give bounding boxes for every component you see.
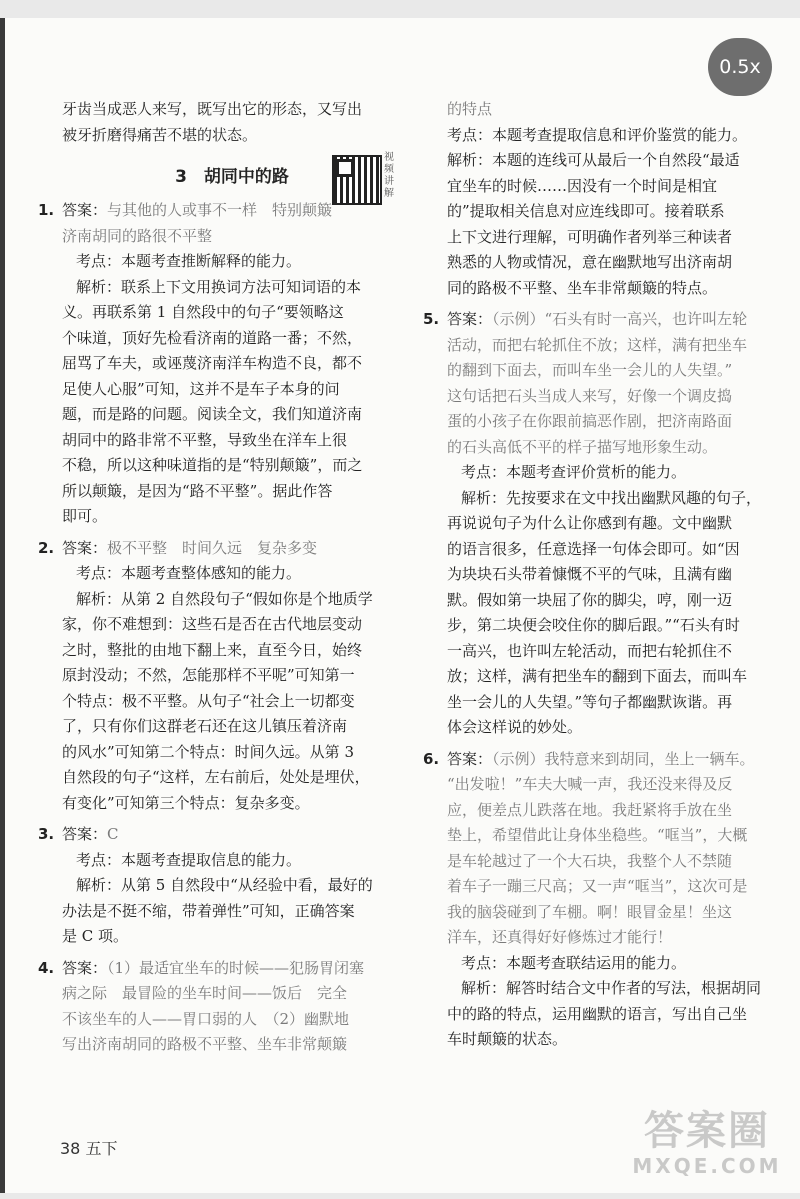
analysis-line: 解析：从第 2 自然段句子“假如你是个地质学 xyxy=(76,589,373,608)
analysis-line: 题，而是路的问题。阅读全文，我们知道济南 xyxy=(62,405,363,423)
question-number: 1. xyxy=(38,201,55,219)
analysis-line: 再说说句子为什么让你感到有趣。文中幽默 xyxy=(447,514,733,532)
analysis-line: 所以颠簸，是因为“路不平整”。据此作答 xyxy=(62,481,333,500)
answer-text: 着车子一蹦三尺高；又一声“哐当”，这次可是 xyxy=(447,877,748,895)
question-item xyxy=(423,307,782,741)
point-line: 考点：本题考查整体感知的能力。 xyxy=(76,564,302,582)
answer-text: 应，便差点儿跌落在地。我赶紧将手放在坐 xyxy=(447,800,733,819)
analysis-line: 默。假如第一块屈了你的脚尖，哼，刚一迈 xyxy=(447,590,733,609)
analysis-line: 解析：联系上下文用换词方法可知词语的本 xyxy=(76,277,362,296)
playback-speed-button[interactable]: 0.5x xyxy=(708,38,772,96)
answer-text: 病之际 最冒险的坐车时间——饭后 完全 xyxy=(62,984,348,1002)
analysis-line: 中的路的特点，运用幽默的语言，写出自己坐 xyxy=(447,1004,748,1023)
analysis-line: 个特点：极不平整。从句子“社会上一切都变 xyxy=(62,691,355,710)
analysis-line: 个味道，顶好先检看济南的道路一番；不然， xyxy=(62,328,363,347)
answer-text: （示例）我特意来到胡同，坐上一辆车。 xyxy=(492,749,755,768)
answer-text: C xyxy=(107,825,119,843)
question-item xyxy=(423,747,782,1053)
answer-text: 垫上，希望借此让身体坐稳些。“哐当”，大概 xyxy=(447,826,748,844)
analysis-line: 自然段的句子“这样，左右前后，处处是埋伏， xyxy=(62,768,370,786)
analysis-line: 有变化”可知第三个特点：复杂多变。 xyxy=(62,793,310,812)
answer-line xyxy=(447,874,782,900)
analysis-line: 解析：本题的连线可从最后一个自然段“最适 xyxy=(447,151,740,169)
question-item xyxy=(38,822,402,950)
analysis-line: 不稳，所以这种味道指的是“特别颠簸”，而之 xyxy=(62,456,363,474)
answer-line xyxy=(447,358,782,384)
answer-label: 答案： xyxy=(62,201,108,219)
answer-text: 济南胡同的路很不平整 xyxy=(62,226,213,245)
continued-analysis xyxy=(447,148,782,301)
analysis-line: 解析：先按要求在文中找出幽默风趣的句子， xyxy=(461,488,762,507)
analysis-line: 同的路极不平整、坐车非常颠簸的特点。 xyxy=(447,278,718,297)
question-number: 3. xyxy=(38,825,55,843)
answer-line xyxy=(447,747,782,773)
analysis-line: 体会这样说的妙处。 xyxy=(447,718,583,736)
answer-text: “出发啦！”车夫大喊一声，我还没来得及反 xyxy=(447,775,733,793)
analysis-line: 步，第二块便会咬住你的脚后跟。”“石头有时 xyxy=(447,616,740,634)
watermark-line-1: 答案圈 xyxy=(644,1108,770,1154)
section-title: 3 胡同中的路 xyxy=(175,167,289,187)
analysis-line: 的风水”可知第二个特点：时间久远。从第 3 xyxy=(62,742,354,761)
answer-line xyxy=(447,435,782,461)
answer-line xyxy=(447,798,782,824)
answer-text: 蛋的小孩子在你跟前搞恶作剧，把济南路面 xyxy=(447,412,733,430)
question-item xyxy=(38,198,402,530)
answer-text: 不该坐车的人——胃口弱的人 （2）幽默地 xyxy=(62,1009,350,1028)
analysis-line: 车时颠簸的状态。 xyxy=(447,1030,568,1048)
answer-label: 答案： xyxy=(62,825,108,843)
answer-text: 活动，而把右轮抓住不放；这样，满有把坐车 xyxy=(447,335,748,354)
answer-text: （1）最适宜坐车的时候——犯肠胃闭塞 xyxy=(107,958,365,977)
answer-line xyxy=(447,849,782,875)
answer-line xyxy=(62,1007,402,1033)
answer-text: 的翻到下面去，而叫车坐一会儿的人失望。” xyxy=(447,361,733,379)
answer-text: 是车轮越过了一个大石块，我整个人不禁随 xyxy=(447,851,733,870)
point-line: 考点：本题考查评价赏析的能力。 xyxy=(461,463,687,481)
analysis-line: 原封没动；不然，怎能那样不平呢”可知第一 xyxy=(62,666,355,684)
answer-line xyxy=(447,823,782,849)
point-line: 考点：本题考查联结运用的能力。 xyxy=(461,953,687,972)
answer-text: 的石头高低不平的样子描写地形象生动。 xyxy=(447,437,718,456)
answer-line xyxy=(62,1032,402,1058)
analysis-line: 胡同中的路非常不平整，导致坐在洋车上很 xyxy=(62,430,348,449)
answer-text: 洋车，还真得好好修炼过才能行！ xyxy=(447,928,673,946)
intro-line-2: 被牙折磨得痛苦不堪的状态。 xyxy=(62,125,258,144)
answer-text: 写出济南胡同的路极不平整、坐车非常颠簸 xyxy=(62,1035,348,1053)
analysis-line: 解析：解答时结合文中作者的写法，根据胡同 xyxy=(461,979,762,997)
answer-line xyxy=(447,333,782,359)
answer-line xyxy=(447,384,782,410)
answer-line xyxy=(62,224,402,250)
left-items xyxy=(38,198,402,1058)
answer-line xyxy=(447,307,782,333)
grade-label: 五下 xyxy=(85,1139,118,1158)
answer-text: （示例）“石头有时一高兴，也许叫左轮 xyxy=(492,310,748,328)
analysis-line: 一高兴，也许叫左轮活动，而把右轮抓住不 xyxy=(447,641,733,660)
answer-label: 答案： xyxy=(62,538,108,557)
analysis-line: 解析：从第 5 自然段中“从经验中看，最好的 xyxy=(76,876,373,894)
analysis-line: 了，只有你们这群老石还在这儿镇压着济南 xyxy=(62,717,348,735)
analysis-line: 为块块石头带着慷慨不平的气味，且满有幽 xyxy=(447,565,733,583)
point-line: 考点：本题考查提取信息的能力。 xyxy=(76,850,302,869)
analysis-line: 足使人心服”可知，这并不是车子本身的问 xyxy=(62,379,340,398)
page-footer xyxy=(60,1136,117,1159)
answer-line xyxy=(447,409,782,435)
answer-label: 答案： xyxy=(447,749,493,768)
answer-text: 极不平整 时间久远 复杂多变 xyxy=(107,538,318,557)
question-item xyxy=(38,536,402,817)
answer-label: 答案： xyxy=(62,958,108,977)
analysis-line: 上下文进行理解，可明确作者列举三种读者 xyxy=(447,227,733,246)
right-column xyxy=(423,97,782,1053)
analysis-line: 宜坐车的时候……因没有一个时间是相宜 xyxy=(447,176,718,195)
answer-text: 这句话把石头当成人来写，好像一个调皮捣 xyxy=(447,386,733,405)
analysis-line: 的”提取相关信息对应连线即可。接着联系 xyxy=(447,202,725,220)
answer-line xyxy=(62,198,402,224)
question-number: 4. xyxy=(38,958,55,977)
analysis-line: 是 C 项。 xyxy=(62,927,129,945)
analysis-line: 坐一会儿的人失望。”等句子都幽默诙谐。再 xyxy=(447,692,733,711)
left-column xyxy=(38,97,402,1058)
page-number: 38 xyxy=(60,1139,81,1158)
analysis-line: 家，你不难想到：这些石是否在古代地层变动 xyxy=(62,615,363,633)
answer-label: 答案： xyxy=(447,310,493,328)
answer-text: 与其他的人或事不一样 特别颠簸 xyxy=(107,201,333,219)
answer-line xyxy=(447,772,782,798)
answer-line xyxy=(62,981,402,1007)
watermark-line-2: MXQE.COM xyxy=(632,1154,782,1178)
analysis-line: 熟悉的人物或情况，意在幽默地写出济南胡 xyxy=(447,253,733,271)
point-line: 考点：本题考查推断解释的能力。 xyxy=(76,252,302,270)
intro-line-1: 牙齿当成恶人来写，既写出它的形态，又写出 xyxy=(62,100,363,118)
continued-point: 考点：本题考查提取信息和评价鉴赏的能力。 xyxy=(447,125,748,144)
analysis-line: 之时，整批的由地下翻上来，直至今日，始终 xyxy=(62,640,363,659)
analysis-line: 屈骂了车夫，或诬蔑济南洋车构造不良，都不 xyxy=(62,354,363,372)
answer-text: 我的脑袋碰到了车棚。啊！眼冒金星！坐这 xyxy=(447,902,733,921)
qr-label: 视频讲解 xyxy=(384,152,394,199)
question-number: 2. xyxy=(38,538,55,557)
question-number: 6. xyxy=(423,749,440,768)
answer-line xyxy=(447,925,782,951)
answer-line xyxy=(62,822,402,848)
continued-answer: 的特点 xyxy=(447,100,493,118)
analysis-line: 办法是不挺不缩，带着弹性”可知，正确答案 xyxy=(62,901,355,920)
watermark xyxy=(622,1108,792,1188)
question-number: 5. xyxy=(423,310,440,328)
analysis-line: 的语言很多，任意选择一句体会即可。如“因 xyxy=(447,539,740,558)
analysis-line: 放；这样，满有把坐车的翻到下面去，而叫车 xyxy=(447,667,748,685)
answer-line xyxy=(62,536,402,562)
right-items xyxy=(423,307,782,1053)
analysis-line: 义。再联系第 1 自然段中的句子“要领略这 xyxy=(62,303,344,321)
question-item xyxy=(38,956,402,1058)
answer-line xyxy=(62,956,402,982)
answer-line xyxy=(447,900,782,926)
analysis-line: 即可。 xyxy=(62,507,108,525)
